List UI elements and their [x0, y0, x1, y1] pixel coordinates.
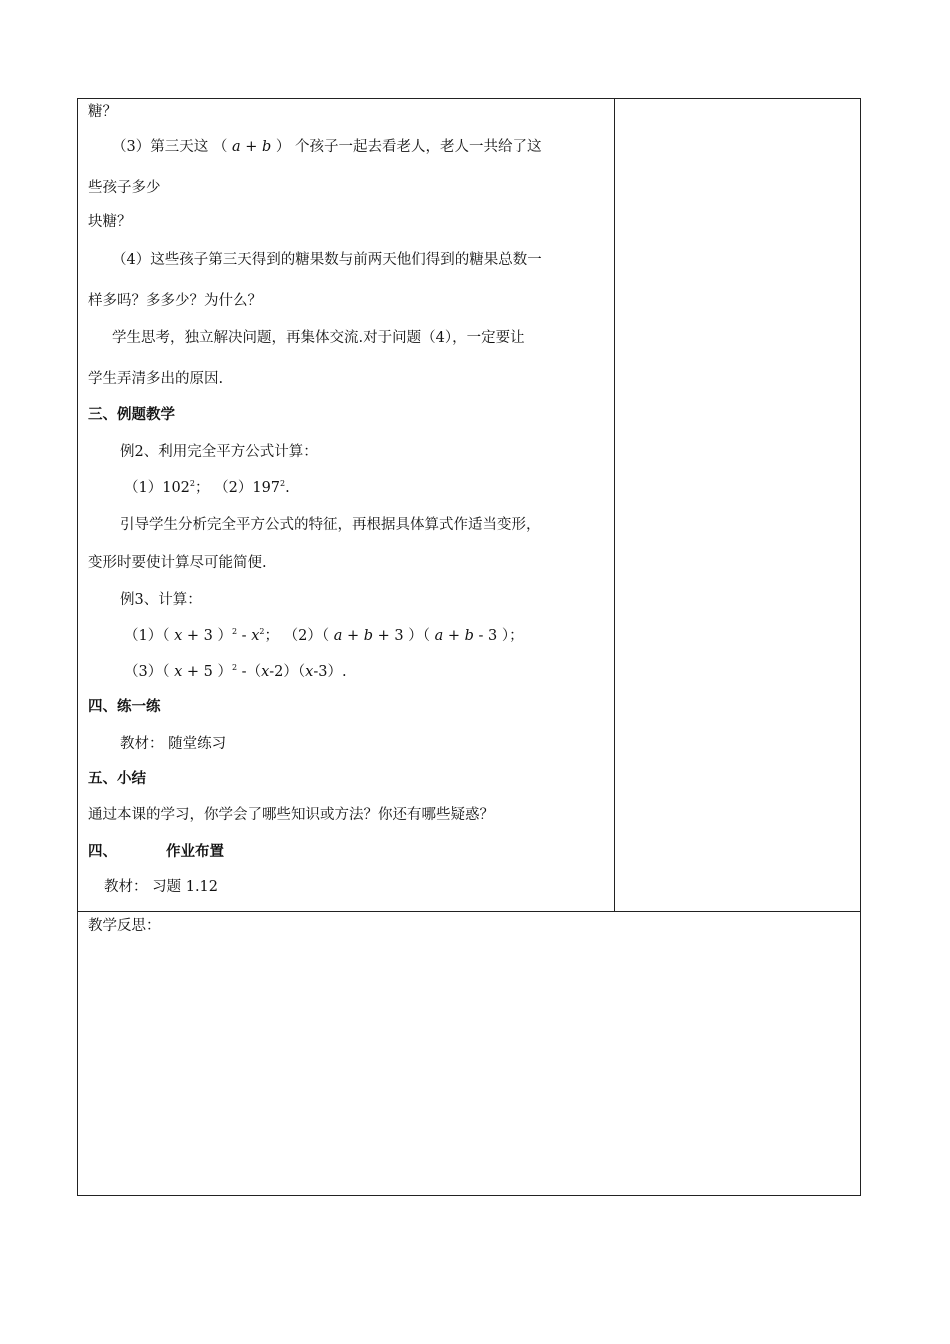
student-thinking-line2: 学生弄清多出的原因. [88, 371, 224, 387]
var-a: a [231, 139, 241, 155]
ex3-r2-b: + 5 ） [182, 664, 232, 680]
example-3-title: 例3、计算： [120, 592, 202, 608]
exponent-2: 2 [259, 627, 265, 636]
question-3-line1 [112, 138, 542, 156]
var-x: x [251, 628, 260, 644]
question-3-line3: 块糖？ [88, 214, 132, 230]
question-3-line2: 些孩子多少 [88, 180, 161, 196]
table-row-divider [77, 911, 861, 912]
ex3-r1-b: + 3 ） [182, 628, 232, 644]
section-heading-practice: 四、练一练 [88, 699, 161, 715]
section-heading-homework-number: 四、 [88, 844, 117, 860]
question-4-line1: （4）这些孩子第三天得到的糖果数与前两天他们得到的糖果总数一 [112, 252, 542, 268]
var-b: b [363, 628, 374, 644]
practice-line: 教材： 随堂练习 [120, 736, 227, 752]
plus-sign: + [443, 628, 465, 644]
example-3-row2 [124, 663, 347, 681]
ex2-end: . [285, 480, 290, 496]
section-heading-examples: 三、例题教学 [88, 407, 175, 423]
guide-line1: 引导学生分析完全平方公式的特征，再根据具体算式作适当变形， [120, 517, 541, 533]
ex3-r1-a: （1）（ [124, 628, 175, 644]
teaching-reflection-label: 教学反思： [88, 918, 161, 934]
exponent-2: 2 [231, 627, 238, 636]
exponent-2: 2 [231, 663, 238, 672]
var-b: b [261, 139, 272, 155]
var-x: x [174, 664, 183, 680]
example-2-title: 例2、利用完全平方公式计算： [120, 444, 318, 460]
question-4-line2: 样多吗？多多少？为什么？ [88, 293, 262, 309]
ex2-label-1: （1） [124, 480, 163, 496]
example-3-row1 [124, 627, 524, 645]
q3-prefix: （3）第三天这 （ [112, 139, 232, 155]
var-b: b [464, 628, 474, 644]
ex3-r2-e: -3）. [313, 664, 347, 680]
ex3-r2-a: （3）（ [124, 664, 175, 680]
ex3-r1-f: - 3 ）； [473, 628, 524, 644]
var-x: x [305, 664, 314, 680]
homework-line: 教材： 习题 1.12 [104, 879, 219, 895]
section-heading-summary: 五、小结 [88, 771, 146, 787]
ex3-r1-c: - [237, 628, 252, 644]
var-a: a [434, 628, 444, 644]
ex2-exponent-1: 2 [189, 479, 196, 488]
ex3-r2-c: -（ [237, 664, 262, 680]
plus-sign: + [240, 139, 262, 155]
guide-line2: 变形时要使计算尽可能简便. [88, 555, 267, 571]
ex3-r1-e: + 3 ）（ [373, 628, 435, 644]
text-line-tang: 糖？ [88, 104, 117, 120]
ex2-base-1: 102 [162, 480, 190, 496]
student-thinking-line1: 学生思考，独立解决问题，再集体交流.对于问题（4），一定要让 [112, 330, 525, 346]
ex2-separator: ； （2） [195, 480, 253, 496]
var-a: a [333, 628, 343, 644]
var-x: x [261, 664, 270, 680]
q3-suffix: ） 个孩子一起去看老人，老人一共给了这 [271, 139, 542, 155]
plus-sign: + [342, 628, 364, 644]
ex2-exponent-2: 2 [280, 479, 286, 488]
ex3-r2-d: -2）（ [269, 664, 306, 680]
section-heading-homework: 作业布置 [166, 844, 224, 860]
example-2-problems [124, 479, 290, 497]
table-column-divider [614, 98, 615, 912]
var-x: x [174, 628, 183, 644]
summary-line: 通过本课的学习，你学会了哪些知识或方法？你还有哪些疑惑？ [88, 807, 494, 823]
ex3-r1-d: ； （2）（ [264, 628, 334, 644]
ex2-base-2: 197 [252, 480, 281, 496]
